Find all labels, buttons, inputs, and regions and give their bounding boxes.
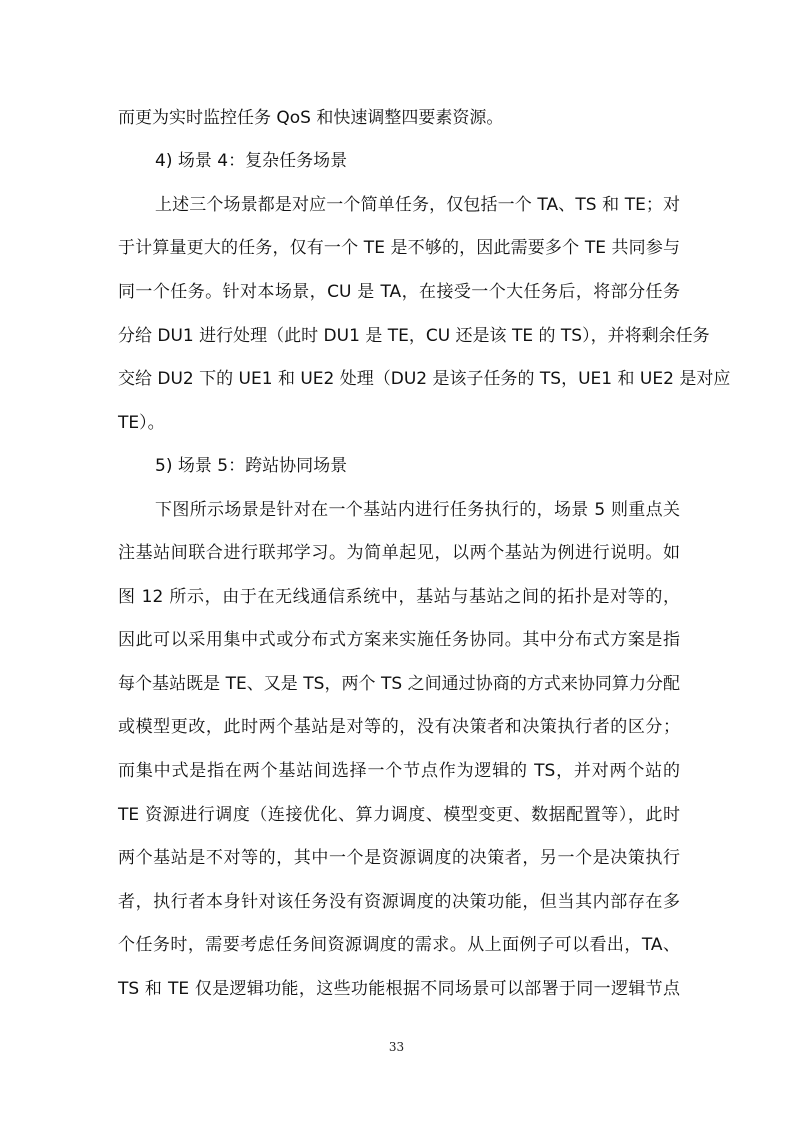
- text-line: 两个基站是不对等的，其中一个是资源调度的决策者，另一个是决策执行: [118, 848, 680, 868]
- text-line: 个任务时，需要考虑任务间资源调度的需求。从上面例子可以看出，TA、: [118, 935, 680, 955]
- text-line: 同一个任务。针对本场景，CU 是 TA，在接受一个大任务后，将部分任务: [118, 282, 680, 302]
- section-heading-scenario-5: 5) 场景 5：跨站协同场景: [155, 456, 348, 476]
- text-line: 下图所示场景是针对在一个基站内进行任务执行的，场景 5 则重点关: [155, 500, 680, 520]
- page-number: 33: [388, 1040, 405, 1054]
- text-line: 注基站间联合进行联邦学习。为简单起见，以两个基站为例进行说明。如: [118, 543, 680, 563]
- text-line: 分给 DU1 进行处理（此时 DU1 是 TE，CU 还是该 TE 的 TS），并将剩余任务: [118, 326, 710, 346]
- text-line: 图 12 所示，由于在无线通信系统中，基站与基站之间的拓扑是对等的，: [118, 587, 680, 607]
- text-line: 于计算量更大的任务，仅有一个 TE 是不够的，因此需要多个 TE 共同参与: [118, 238, 680, 258]
- text-line: 者，执行者本身针对该任务没有资源调度的决策功能，但当其内部存在多: [118, 892, 680, 912]
- text-line: TS 和 TE 仅是逻辑功能，这些功能根据不同场景可以部署于同一逻辑节点: [118, 979, 680, 999]
- text-line: 因此可以采用集中式或分布式方案来实施任务协同。其中分布式方案是指: [118, 630, 680, 650]
- text-line: TE 资源进行调度（连接优化、算力调度、模型变更、数据配置等），此时: [118, 805, 680, 825]
- text-line: 或模型更改，此时两个基站是对等的，没有决策者和决策执行者的区分；: [118, 717, 680, 737]
- text-line: 每个基站既是 TE、又是 TS，两个 TS 之间通过协商的方式来协同算力分配: [118, 674, 680, 694]
- text-line: 交给 DU2 下的 UE1 和 UE2 处理（DU2 是该子任务的 TS，UE1 和 UE2 是对应: [118, 369, 731, 389]
- text-line: TE）。: [118, 413, 165, 433]
- text-line: 上述三个场景都是对应一个简单任务，仅包括一个 TA、TS 和 TE；对: [155, 195, 680, 215]
- text-line: 而集中式是指在两个基站间选择一个节点作为逻辑的 TS，并对两个站的: [118, 761, 680, 781]
- text-line: 而更为实时监控任务 QoS 和快速调整四要素资源。: [118, 108, 504, 128]
- section-heading-scenario-4: 4) 场景 4：复杂任务场景: [155, 151, 348, 171]
